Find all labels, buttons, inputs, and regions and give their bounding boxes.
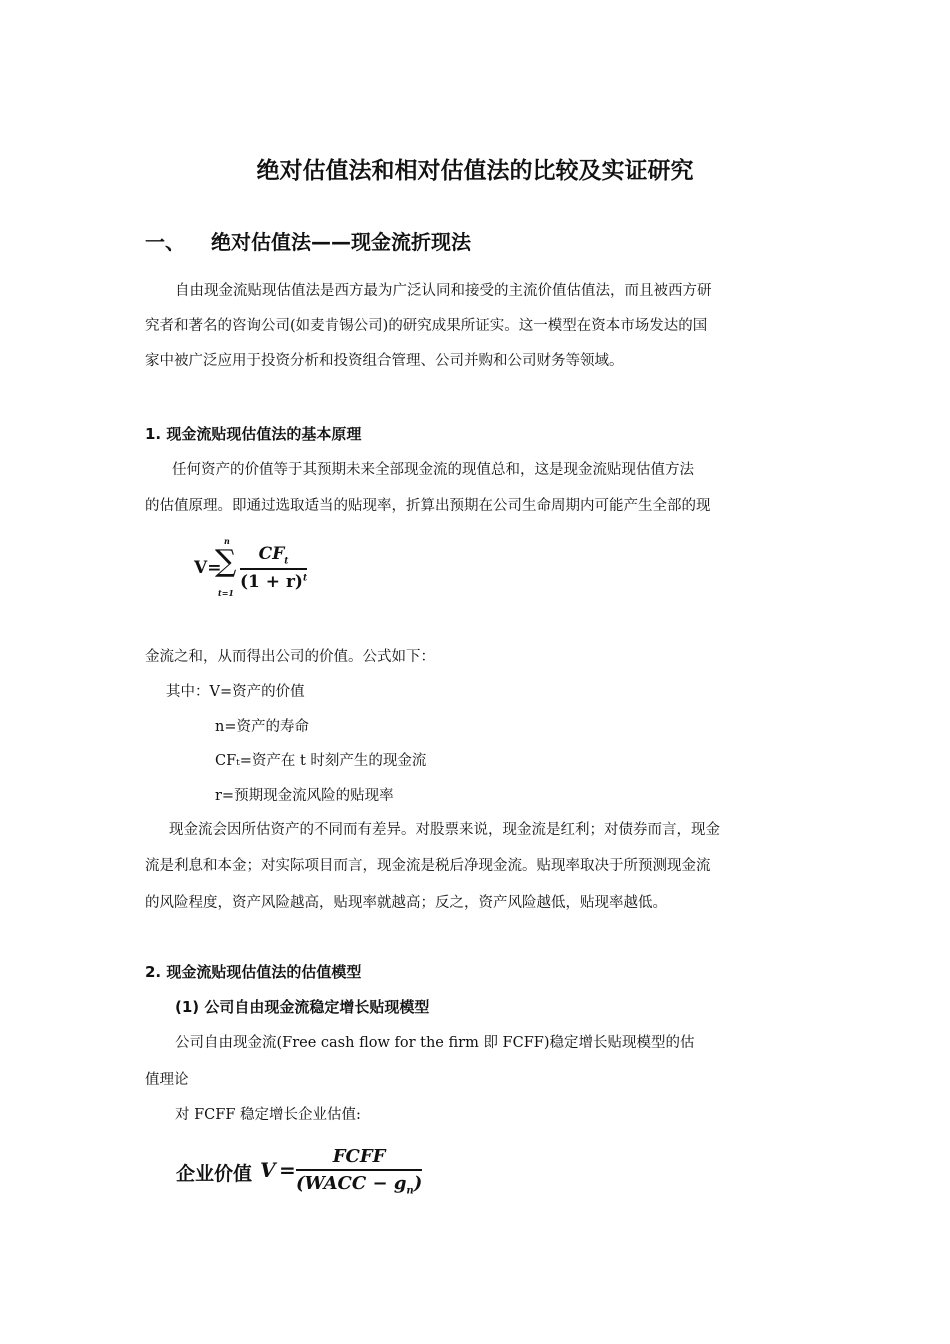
- fcff-formula: [176, 1146, 426, 1206]
- subsection-heading: 2. 现金流贴现估值法的估值模型: [145, 963, 362, 981]
- intro-line: 自由现金流贴现估值法是西方最为广泛认同和接受的主流价值估值法，而且被西方研: [175, 283, 712, 299]
- formula-lhs: 企业价值: [176, 1163, 253, 1185]
- section-number: 一、: [145, 230, 185, 254]
- intro-line: 家中被广泛应用于投资分析和投资组合管理、公司并购和公司财务等领域。: [145, 353, 624, 369]
- fraction-denominator: (WACC − $g_n$): [296, 1173, 423, 1197]
- formula-lhs: V=: [194, 558, 222, 578]
- paragraph-line: 值理论: [145, 1072, 189, 1088]
- definition-line: [166, 680, 305, 701]
- fraction-denominator: $(1 + r)^t$: [240, 572, 308, 593]
- sum-symbol: ∑: [215, 544, 237, 579]
- definition-item: n=资产的寿命: [215, 719, 309, 735]
- paragraph-line: 任何资产的价值等于其预期未来全部现金流的现值总和，这是现金流贴现估值方法: [172, 462, 694, 478]
- formula-fraction: [240, 544, 307, 592]
- formula-variable: V: [260, 1158, 276, 1182]
- intro-line: 究者和著名的咨询公司(如麦肯锡公司)的研究成果所证实。这一模型在资本市场发达的国: [145, 318, 708, 334]
- paragraph-line: 的风险程度，资产风险越高，贴现率就越高；反之，资产风险越低，贴现率越低。: [145, 895, 667, 911]
- paragraph-line: 的估值原理。即通过选取适当的贴现率，折算出预期在公司生命周期内可能产生全部的现: [145, 498, 711, 514]
- definition-item: CFₜ=资产在 t 时刻产生的现金流: [215, 753, 427, 769]
- formula-fraction: [296, 1146, 422, 1197]
- paragraph-line: 流是利息和本金；对实际项目而言，现金流是税后净现金流。贴现率取决于所预测现金流: [145, 858, 711, 874]
- definition-item: r=预期现金流风险的贴现率: [215, 788, 394, 804]
- subsubsection-heading: (1) 公司自由现金流稳定增长贴现模型: [175, 998, 430, 1016]
- paragraph-line: 对 FCFF 稳定增长企业估值:: [175, 1107, 361, 1123]
- formula-equals: =: [279, 1158, 296, 1182]
- definition-item: V=资产的价值: [209, 684, 305, 700]
- paragraph-line: 金流之和，从而得出公司的价值。公式如下：: [145, 649, 435, 665]
- paragraph-line: 现金流会因所估资产的不同而有差异。对股票来说，现金流是红利；对债券而言，现金: [169, 822, 720, 838]
- sum-upper-limit: n: [224, 536, 230, 546]
- page-title: 绝对估值法和相对估值法的比较及实证研究: [256, 158, 694, 184]
- subsection-heading: 1. 现金流贴现估值法的基本原理: [145, 425, 362, 443]
- fraction-numerator: FCFF: [296, 1146, 422, 1171]
- section-heading: [145, 226, 471, 255]
- section-title: 绝对估值法——现金流折现法: [211, 230, 471, 254]
- where-label: 其中：: [166, 684, 210, 700]
- paragraph-line: 公司自由现金流(Free cash flow for the firm 即 FCFF)稳定增长贴现模型的估: [175, 1035, 695, 1051]
- fraction-numerator: $CF_t$: [240, 544, 307, 570]
- sum-lower-limit: t=1: [218, 588, 234, 598]
- dcf-formula: [194, 538, 314, 608]
